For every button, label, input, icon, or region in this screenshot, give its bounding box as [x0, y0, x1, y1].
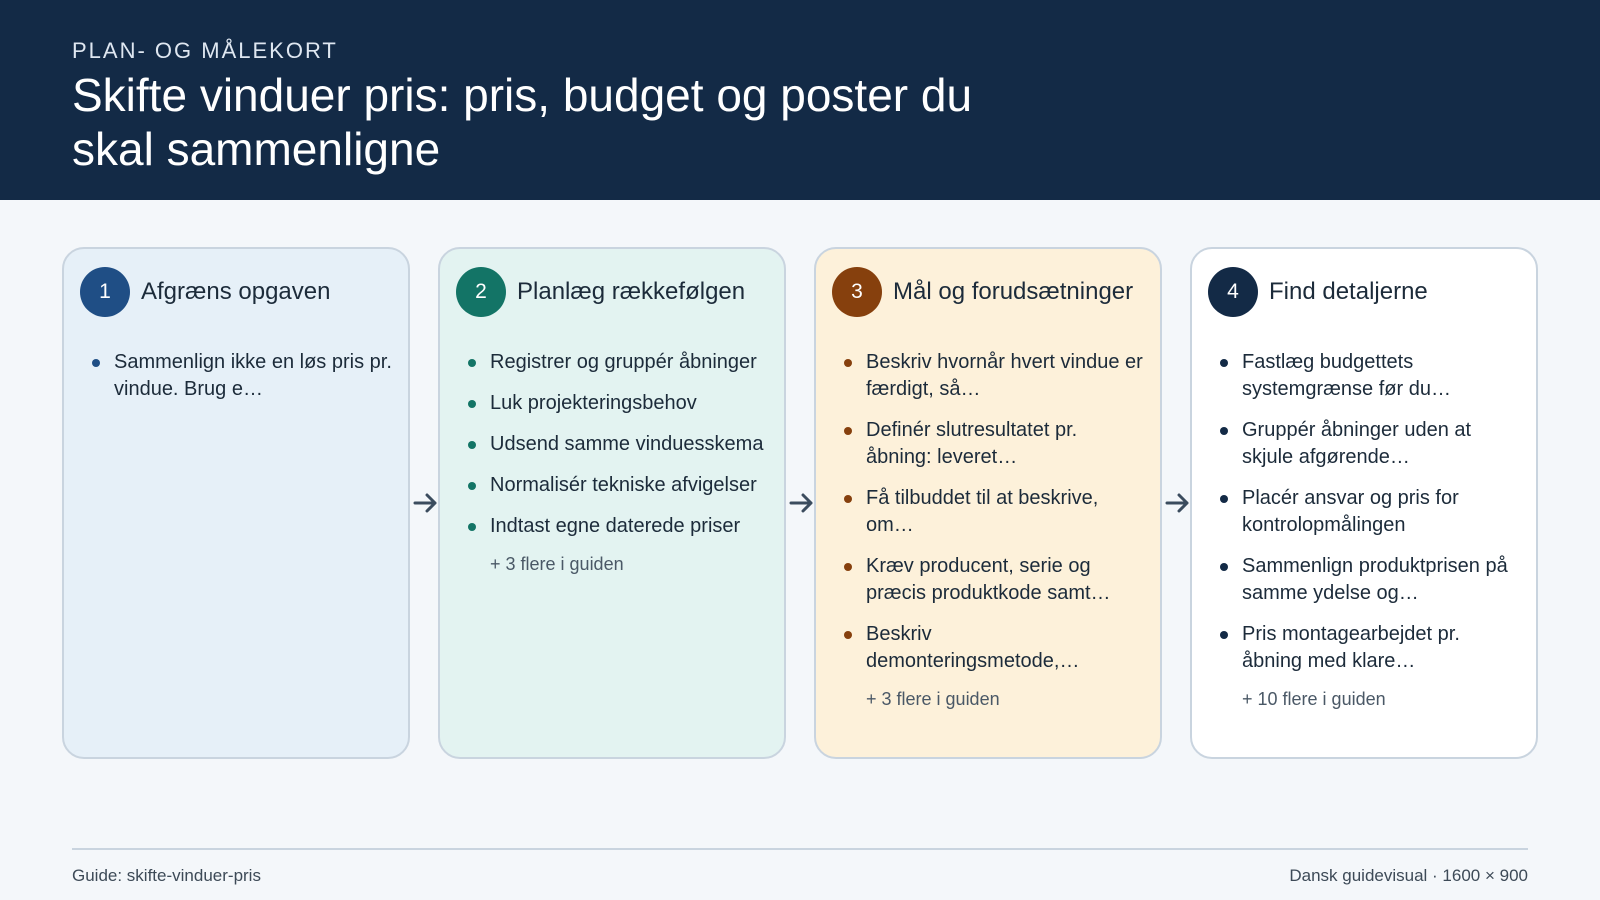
card-title: Mål og forudsætninger: [893, 278, 1134, 305]
list-item: [844, 553, 1146, 607]
list-item-text: Beskriv hvornår hvert vindue er færdigt, så…: [866, 351, 1143, 400]
list-item: [1220, 621, 1522, 675]
card-item-list: [92, 349, 394, 417]
card-header: [1208, 267, 1526, 319]
list-item-text: Luk projekteringsbehov: [490, 392, 697, 414]
list-item-text: Kræv producent, serie og præcis produktkode samt…: [866, 555, 1111, 604]
list-item: [468, 349, 770, 376]
card-item-list: [468, 349, 770, 575]
list-item: [844, 485, 1146, 539]
list-item: [468, 472, 770, 499]
list-item-text: Få tilbuddet til at beskrive, om…: [866, 487, 1099, 536]
list-item-text: Normalisér tekniske afvigelser: [490, 474, 757, 496]
bullet-icon: [1220, 631, 1228, 639]
step-card-1: [62, 247, 410, 759]
list-item: [1220, 417, 1522, 471]
list-item-text: Registrer og gruppér åbninger: [490, 351, 757, 373]
card-header: [832, 267, 1150, 319]
list-item: [844, 621, 1146, 675]
card-header: [80, 267, 398, 319]
list-item: [1220, 485, 1522, 539]
list-item-text: Definér slutresultatet pr. åbning: leveret…: [866, 419, 1078, 468]
step-card-2: [438, 247, 786, 759]
bullet-icon: [468, 359, 476, 367]
more-in-guide-note: + 3 flere i guiden: [866, 689, 1000, 709]
bullet-icon: [1220, 359, 1228, 367]
list-item: [1220, 553, 1522, 607]
bullet-icon: [1220, 563, 1228, 571]
bullet-icon: [1220, 427, 1228, 435]
bullet-icon: [468, 441, 476, 449]
page-title: Skifte vinduer pris: pris, budget og poster du skal sammenligne: [72, 69, 973, 175]
arrow-right-icon: [1163, 491, 1193, 515]
bullet-icon: [844, 563, 852, 571]
bullet-icon: [844, 359, 852, 367]
bullet-icon: [468, 482, 476, 490]
more-in-guide-note: + 3 flere i guiden: [490, 554, 624, 574]
step-card-4: [1190, 247, 1538, 759]
card-title: Planlæg rækkefølgen: [517, 278, 746, 305]
card-item-list: [844, 349, 1146, 710]
step-cards: [62, 247, 1540, 759]
bullet-icon: [92, 359, 100, 367]
list-item-text: Gruppér åbninger uden at skjule afgørende…: [1242, 419, 1472, 468]
footer-guide-label: Guide: skifte-vinduer-pris: [72, 866, 261, 885]
list-item: [468, 431, 770, 458]
bullet-icon: [844, 427, 852, 435]
step-number-badge: 1: [80, 267, 130, 317]
card-header: [456, 267, 774, 319]
step-number-badge: 4: [1208, 267, 1258, 317]
list-item-text: Pris montagearbejdet pr. åbning med klare…: [1242, 623, 1460, 672]
header-banner: [0, 0, 1600, 200]
list-item-text: Indtast egne daterede priser: [490, 515, 741, 537]
list-item-text: Sammenlign ikke en løs pris pr. vindue. Brug e…: [114, 351, 392, 400]
bullet-icon: [844, 495, 852, 503]
list-item: [844, 417, 1146, 471]
step-number-badge: 2: [456, 267, 506, 317]
arrow-right-icon: [787, 491, 817, 515]
card-title: Afgræns opgaven: [141, 278, 331, 305]
list-item-text: Sammenlign produktprisen på samme ydelse og…: [1242, 555, 1508, 604]
list-item: [92, 349, 394, 403]
footer-meta-label: Dansk guidevisual · 1600 × 900: [1289, 866, 1528, 885]
step-number-badge: 3: [832, 267, 882, 317]
list-item: [468, 390, 770, 417]
list-item: [1220, 349, 1522, 403]
bullet-icon: [468, 523, 476, 531]
list-item: [468, 513, 770, 540]
more-in-guide-note: + 10 flere i guiden: [1242, 689, 1386, 709]
card-item-list: [1220, 349, 1522, 710]
list-item-text: Beskriv demonteringsmetode,…: [866, 623, 1080, 672]
bullet-icon: [1220, 495, 1228, 503]
bullet-icon: [844, 631, 852, 639]
list-item-text: Udsend samme vinduesskema: [490, 433, 764, 455]
bullet-icon: [468, 400, 476, 408]
eyebrow-label: PLAN- OG MÅLEKORT: [72, 38, 338, 63]
list-item-text: Placér ansvar og pris for kontrolopmålingen: [1242, 487, 1459, 536]
card-title: Find detaljerne: [1269, 278, 1428, 305]
arrow-right-icon: [411, 491, 441, 515]
step-card-3: [814, 247, 1162, 759]
list-item: [844, 349, 1146, 403]
list-item-text: Fastlæg budgettets systemgrænse før du…: [1242, 351, 1451, 400]
footer-divider: [72, 848, 1528, 850]
